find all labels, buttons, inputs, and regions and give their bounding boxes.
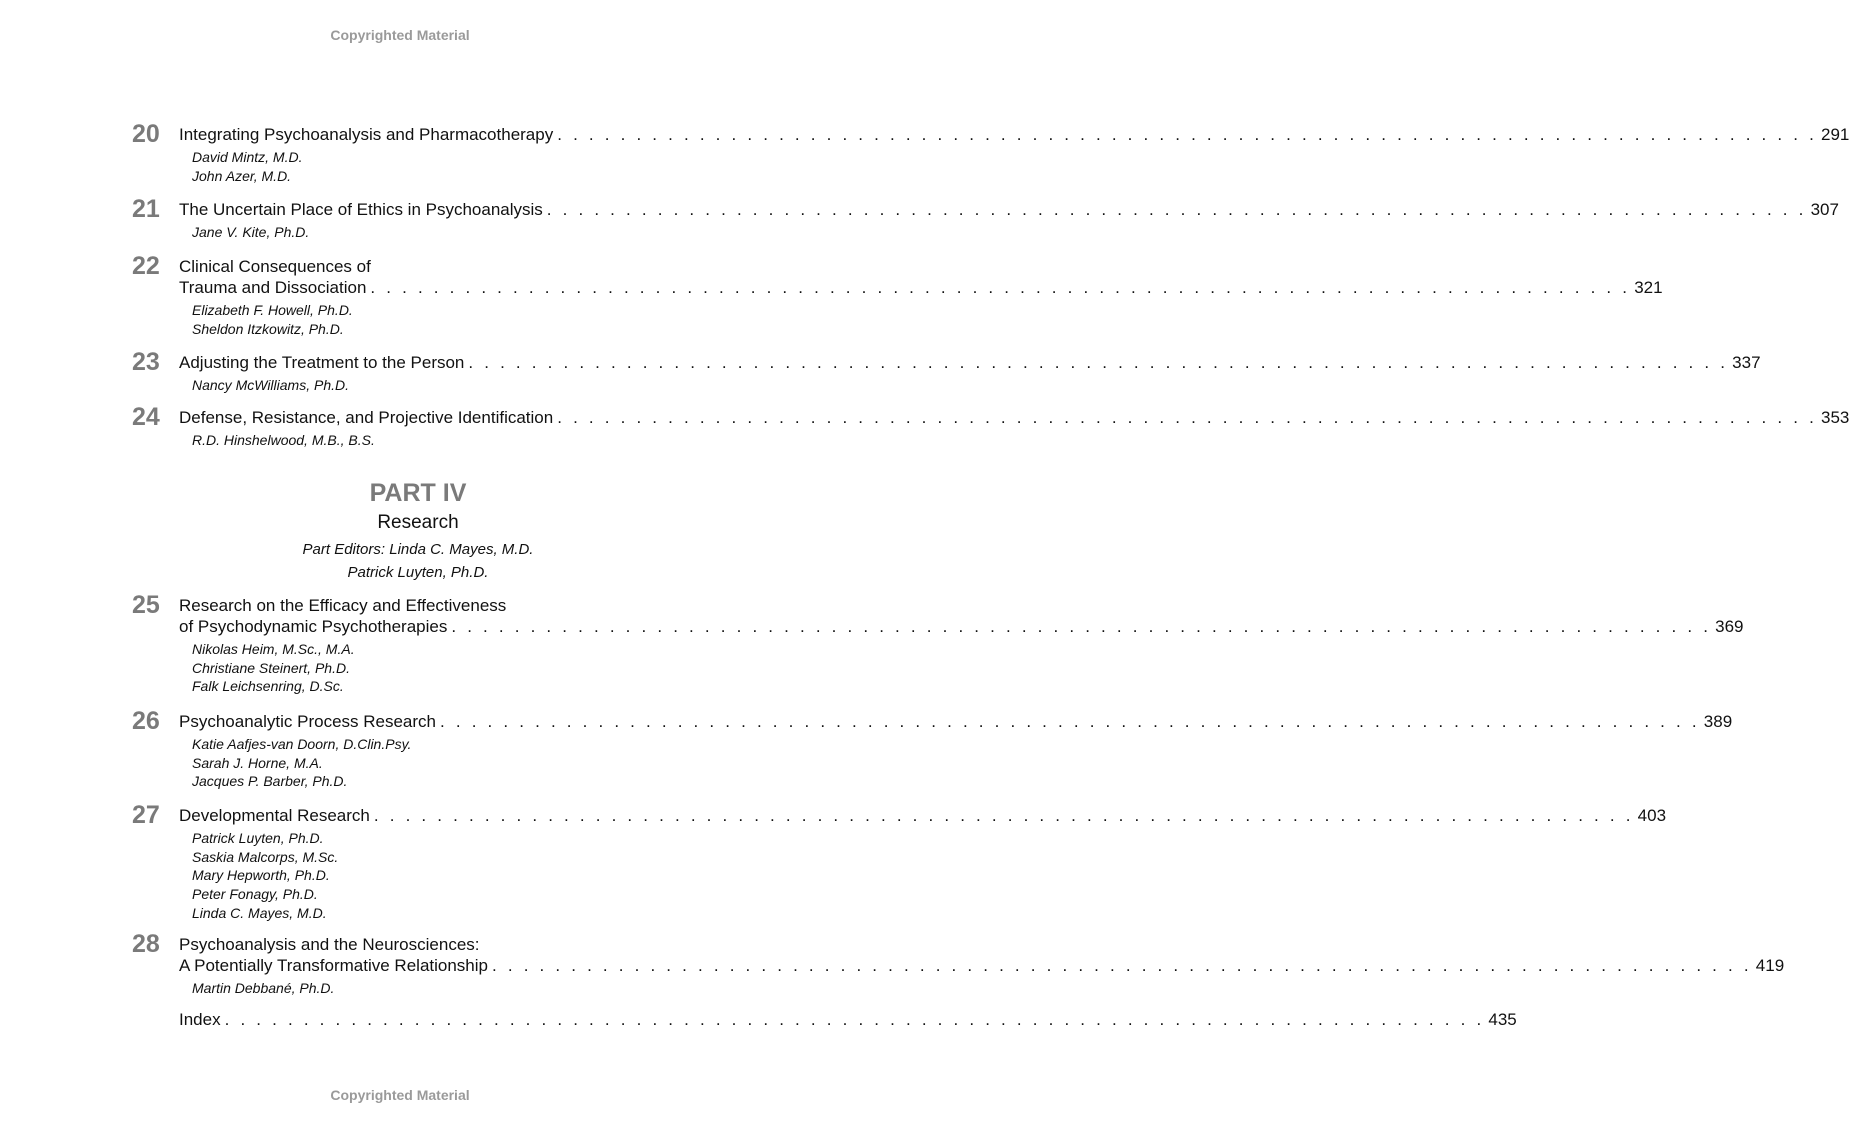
toc-entry-chapter-20 bbox=[132, 120, 1849, 185]
chapter-number: 25 bbox=[132, 591, 160, 619]
title-text: Integrating Psychoanalysis and Pharmacotherapy bbox=[179, 125, 554, 144]
page-number: 307 bbox=[1810, 200, 1839, 219]
author-list bbox=[192, 829, 704, 923]
author-name: Sarah J. Horne, M.A. bbox=[192, 754, 323, 771]
author-list bbox=[192, 640, 704, 696]
part-editors-line: Patrick Luyten, Ph.D. bbox=[347, 564, 489, 581]
author-name: Falk Leichsenring, D.Sc. bbox=[192, 678, 344, 695]
title-text: Developmental Research bbox=[179, 806, 370, 825]
author-name: Nikolas Heim, M.Sc., M.A. bbox=[192, 641, 355, 657]
title-text: Psychoanalysis and the Neurosciences: bbox=[179, 935, 480, 954]
title-text: Adjusting the Treatment to the Person bbox=[179, 353, 465, 372]
page-number: 321 bbox=[1634, 278, 1663, 297]
page-number: 369 bbox=[1715, 617, 1744, 636]
chapter-title bbox=[179, 711, 1733, 732]
title-line bbox=[179, 1009, 1517, 1030]
title-text: Index bbox=[179, 1010, 221, 1029]
title-text: Trauma and Dissociation bbox=[179, 278, 367, 297]
title-line bbox=[179, 277, 1663, 298]
author-name: Linda C. Mayes, M.D. bbox=[192, 904, 327, 921]
title-line bbox=[179, 595, 704, 616]
page-number: 435 bbox=[1488, 1010, 1517, 1029]
author-name: Sheldon Itzkowitz, Ph.D. bbox=[192, 320, 344, 337]
part-editors-line: Part Editors: Linda C. Mayes, M.D. bbox=[302, 541, 534, 558]
title-line bbox=[179, 407, 1849, 428]
chapter-number: 28 bbox=[132, 930, 160, 958]
chapter-number: 20 bbox=[132, 120, 160, 148]
leader-dots: . . . . . . . . . . . . . . . . . . . . . . . . . . . . . . . . . . . . . . . . . . . . . . . . . . . . . . . . . . . . . . . . . . . . . . . . . . . . . . . . bbox=[468, 353, 1729, 372]
author-list bbox=[192, 376, 704, 395]
chapter-number: 23 bbox=[132, 348, 160, 376]
page-number: 419 bbox=[1755, 956, 1785, 975]
page-number: 403 bbox=[1637, 806, 1667, 825]
title-line bbox=[179, 934, 704, 955]
toc-entry-index bbox=[132, 1009, 1517, 1030]
author-list bbox=[192, 223, 704, 242]
title-line bbox=[179, 352, 1761, 373]
author-name: Martin Debbané, Ph.D. bbox=[192, 980, 335, 996]
toc-entry-chapter-27 bbox=[132, 801, 1667, 923]
leader-dots: . . . . . . . . . . . . . . . . . . . . . . . . . . . . . . . . . . . . . . . . . . . . . . . . . . . . . . . . . . . . . . . . . . . . . . . . . . . . . . . . bbox=[373, 806, 1634, 825]
chapter-title bbox=[179, 1009, 1517, 1030]
author-name: Christiane Steinert, Ph.D. bbox=[192, 659, 350, 676]
chapter-title bbox=[179, 407, 1849, 428]
page-number: 353 bbox=[1821, 408, 1849, 427]
leader-dots: . . . . . . . . . . . . . . . . . . . . . . . . . . . . . . . . . . . . . . . . . . . . . . . . . . . . . . . . . . . . . . . . . . . . . . . . . . . . . . . . bbox=[451, 617, 1712, 636]
chapter-number: 26 bbox=[132, 707, 160, 735]
footer-copyright: Copyrighted Material bbox=[330, 1087, 470, 1103]
title-line bbox=[179, 955, 1785, 976]
author-name: Saskia Malcorps, M.Sc. bbox=[192, 848, 339, 865]
author-name: Peter Fonagy, Ph.D. bbox=[192, 886, 318, 903]
title-line bbox=[179, 711, 1733, 732]
toc-entry-chapter-21 bbox=[132, 195, 1839, 242]
part-number: PART IV bbox=[369, 479, 467, 507]
leader-dots: . . . . . . . . . . . . . . . . . . . . . . . . . . . . . . . . . . . . . . . . . . . . . . . . . . . . . . . . . . . . . . . . . . . . . . . . . . . . . . . . bbox=[557, 408, 1817, 427]
author-name: R.D. Hinshelwood, M.B., B.S. bbox=[192, 432, 375, 448]
author-name: John Azer, M.D. bbox=[192, 167, 292, 184]
toc-entry-chapter-26 bbox=[132, 707, 1733, 791]
chapter-title bbox=[179, 352, 1761, 373]
chapter-title bbox=[179, 595, 1744, 637]
page-number: 389 bbox=[1703, 712, 1733, 731]
chapter-title bbox=[179, 124, 1849, 145]
header-copyright: Copyrighted Material bbox=[330, 27, 470, 43]
leader-dots: . . . . . . . . . . . . . . . . . . . . . . . . . . . . . . . . . . . . . . . . . . . . . . . . . . . . . . . . . . . . . . . . . . . . . . . . . . . . . . . . bbox=[557, 125, 1817, 144]
title-text: A Potentially Transformative Relationship bbox=[179, 956, 488, 975]
leader-dots: . . . . . . . . . . . . . . . . . . . . . . . . . . . . . . . . . . . . . . . . . . . . . . . . . . . . . . . . . . . . . . . . . . . . . . . . . . . . . . . . bbox=[546, 200, 1807, 219]
chapter-number: 22 bbox=[132, 252, 160, 280]
chapter-title bbox=[179, 805, 1667, 826]
author-name: Mary Hepworth, Ph.D. bbox=[192, 867, 330, 884]
title-text: Clinical Consequences of bbox=[179, 257, 371, 276]
title-line bbox=[179, 124, 1849, 145]
title-line bbox=[179, 199, 1839, 220]
title-text: Defense, Resistance, and Projective Identification bbox=[179, 408, 554, 427]
author-list bbox=[192, 735, 704, 791]
author-list bbox=[192, 301, 704, 338]
chapter-number: 24 bbox=[132, 403, 160, 431]
toc-entry-chapter-23 bbox=[132, 348, 1761, 395]
toc-entry-chapter-25 bbox=[132, 591, 1744, 696]
toc-entry-chapter-24 bbox=[132, 403, 1849, 450]
page-number: 291 bbox=[1821, 125, 1849, 144]
title-line bbox=[179, 616, 1744, 637]
author-name: Nancy McWilliams, Ph.D. bbox=[192, 377, 350, 393]
title-text: The Uncertain Place of Ethics in Psychoanalysis bbox=[179, 200, 543, 219]
author-name: Elizabeth F. Howell, Ph.D. bbox=[192, 302, 353, 318]
toc-entry-chapter-22 bbox=[132, 252, 1663, 338]
chapter-title bbox=[179, 934, 1785, 976]
chapter-title bbox=[179, 256, 1663, 298]
author-list bbox=[192, 148, 704, 185]
author-name: Katie Aafjes-van Doorn, D.Clin.Psy. bbox=[192, 736, 412, 752]
chapter-number: 21 bbox=[132, 195, 160, 223]
author-list bbox=[192, 979, 704, 998]
leader-dots: . . . . . . . . . . . . . . . . . . . . . . . . . . . . . . . . . . . . . . . . . . . . . . . . . . . . . . . . . . . . . . . . . . . . . . . . . . . . . . . . bbox=[370, 278, 1631, 297]
title-text: Research on the Efficacy and Effectiveness bbox=[179, 596, 507, 615]
part-title: Research bbox=[377, 512, 459, 533]
author-list bbox=[192, 431, 704, 450]
title-line bbox=[179, 805, 1667, 826]
page-number: 337 bbox=[1732, 353, 1761, 372]
author-name: David Mintz, M.D. bbox=[192, 149, 303, 165]
author-name: Jacques P. Barber, Ph.D. bbox=[192, 773, 348, 790]
toc-entry-chapter-28 bbox=[132, 930, 1785, 998]
chapter-number: 27 bbox=[132, 801, 160, 829]
title-text: Psychoanalytic Process Research bbox=[179, 712, 437, 731]
author-name: Jane V. Kite, Ph.D. bbox=[192, 224, 310, 240]
leader-dots: . . . . . . . . . . . . . . . . . . . . . . . . . . . . . . . . . . . . . . . . . . . . . . . . . . . . . . . . . . . . . . . . . . . . . . . . . . . . . . . . bbox=[440, 712, 1700, 731]
leader-dots: . . . . . . . . . . . . . . . . . . . . . . . . . . . . . . . . . . . . . . . . . . . . . . . . . . . . . . . . . . . . . . . . . . . . . . . . . . . . . . . . bbox=[492, 956, 1752, 975]
author-name: Patrick Luyten, Ph.D. bbox=[192, 830, 324, 846]
title-text: of Psychodynamic Psychotherapies bbox=[179, 617, 448, 636]
leader-dots: . . . . . . . . . . . . . . . . . . . . . . . . . . . . . . . . . . . . . . . . . . . . . . . . . . . . . . . . . . . . . . . . . . . . . . . . . . . . . . . . bbox=[224, 1010, 1485, 1029]
chapter-title bbox=[179, 199, 1839, 220]
title-line bbox=[179, 256, 704, 277]
